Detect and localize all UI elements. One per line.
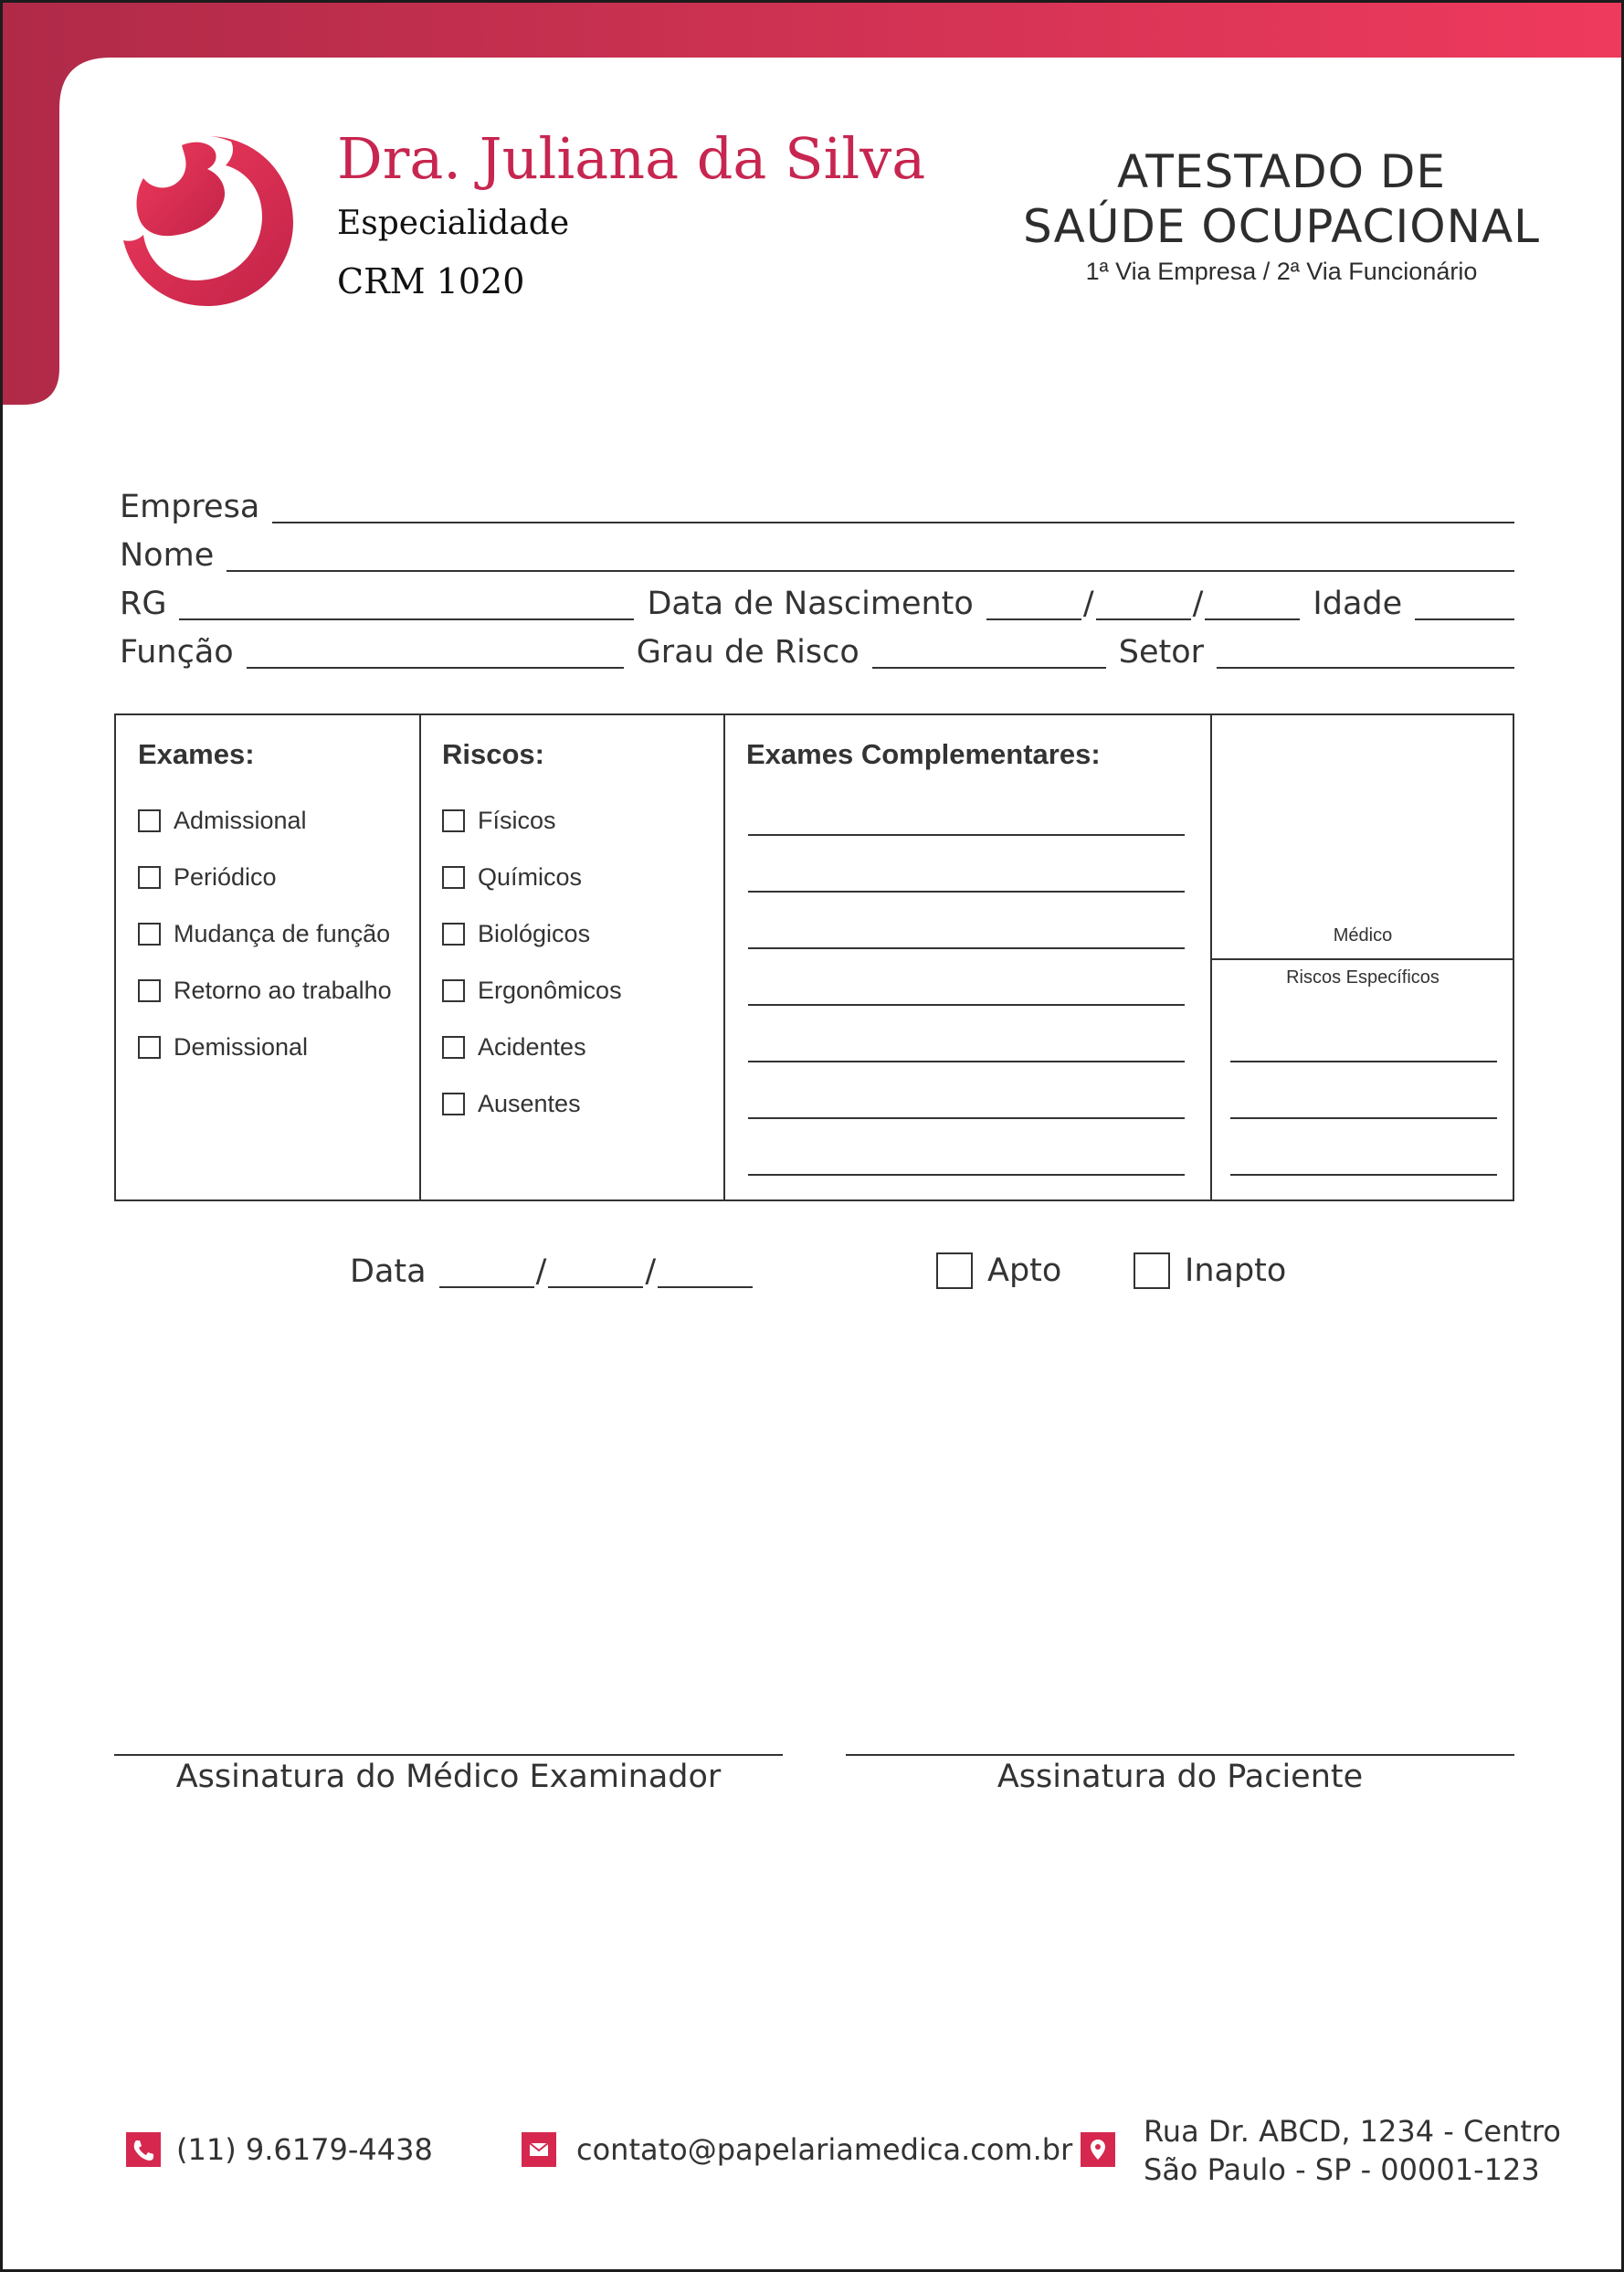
checkbox-label: Mudança de função [174,920,391,947]
stomach-icon [120,132,295,308]
medico-label: Médico [1333,925,1393,946]
date-separator: / [645,1253,657,1290]
inapto-label: Inapto [1185,1252,1287,1289]
date-separator: / [1082,586,1094,622]
nascimento-label: Data de Nascimento [647,586,974,622]
empresa-label: Empresa [120,489,260,525]
mail-icon [522,2132,556,2167]
funcao-label: Função [120,634,234,671]
complementar-line[interactable] [748,1117,1185,1119]
checkbox[interactable] [442,1093,465,1115]
checkbox[interactable] [138,866,161,889]
exames-heading: Exames: [138,738,255,770]
exame-mudanca-funcao[interactable] [138,920,390,948]
nascimento-year-field[interactable] [1205,618,1300,620]
title-line-1: ATESTADO DE [1117,145,1446,198]
nome-field[interactable] [227,569,1514,572]
doctor-crm: CRM 1020 [337,261,525,301]
address-line-2: São Paulo - SP - 00001-123 [1144,2152,1540,2187]
data-label: Data [350,1253,427,1290]
nome-label: Nome [120,537,215,574]
complementar-line[interactable] [748,1174,1185,1176]
risco-acidentes[interactable] [442,1033,586,1062]
exam-date-row [350,1250,753,1292]
exame-retorno-trabalho[interactable] [138,977,392,1005]
complementares-heading: Exames Complementares: [746,738,1101,770]
field-row-empresa [120,487,1514,527]
rg-label: RG [120,586,167,622]
setor-label: Setor [1118,634,1205,671]
setor-field[interactable] [1217,666,1514,669]
title-subtitle: 1ª Via Empresa / 2ª Via Funcionário [1085,258,1478,285]
riscos-especificos-label: Riscos Específicos [1286,967,1439,988]
column-divider [1210,715,1212,1199]
risco-quimicos[interactable] [442,863,582,892]
date-separator: / [1192,586,1204,622]
checkbox[interactable] [138,979,161,1002]
medico-signature-label: Assinatura do Médico Examinador [175,1759,722,1795]
riscos-heading: Riscos: [442,738,544,770]
risco-especifico-line[interactable] [1230,1061,1497,1062]
checkbox[interactable] [442,979,465,1002]
document-title [1007,144,1555,286]
empresa-field[interactable] [272,521,1514,523]
phone-icon [126,2132,161,2167]
checkbox-label: Ausentes [478,1090,581,1117]
checkbox[interactable] [138,809,161,832]
doctor-specialty: Especialidade [337,205,570,242]
inapto-option[interactable] [1134,1252,1286,1289]
email-address: contato@papelariamedica.com.br [576,2132,1073,2167]
map-pin-icon [1081,2132,1115,2167]
nascimento-month-field[interactable] [1096,618,1191,620]
risco-fisicos[interactable] [442,807,556,835]
idade-field[interactable] [1415,618,1514,620]
complementar-line[interactable] [748,947,1185,949]
checkbox[interactable] [442,809,465,832]
checkbox-label: Biológicos [478,920,591,947]
exame-demissional[interactable] [138,1033,308,1062]
nascimento-day-field[interactable] [986,618,1081,620]
field-row-nome [120,535,1514,576]
column-divider [419,715,421,1199]
field-row-rg [120,584,1514,624]
medico-signature-line[interactable] [114,1754,783,1756]
medico-divider [1210,958,1513,960]
checkbox[interactable] [936,1252,973,1289]
date-separator: / [535,1253,547,1290]
checkbox-label: Físicos [478,807,556,834]
column-divider [723,715,725,1199]
checkbox-label: Retorno ao trabalho [174,977,392,1004]
paciente-signature-label: Assinatura do Paciente [997,1759,1364,1795]
risco-especifico-line[interactable] [1230,1117,1497,1119]
risco-ergonomicos[interactable] [442,977,622,1005]
doctor-name: Dra. Juliana da Silva [337,125,926,192]
risco-especifico-line[interactable] [1230,1174,1497,1176]
funcao-field[interactable] [247,666,624,669]
apto-label: Apto [987,1252,1062,1289]
risco-biologicos[interactable] [442,920,590,948]
exam-grid [114,713,1514,1201]
exam-date-year-field[interactable] [658,1285,753,1288]
complementar-line[interactable] [748,834,1185,836]
rg-field[interactable] [179,618,634,620]
phone-number: (11) 9.6179-4438 [176,2132,433,2167]
checkbox[interactable] [138,1036,161,1059]
checkbox[interactable] [442,866,465,889]
complementar-line[interactable] [748,1004,1185,1006]
idade-label: Idade [1313,586,1403,622]
checkbox[interactable] [442,1036,465,1059]
exam-date-day-field[interactable] [439,1285,534,1288]
checkbox-label: Químicos [478,863,583,891]
checkbox-label: Acidentes [478,1033,586,1061]
address-line-1: Rua Dr. ABCD, 1234 - Centro [1144,2114,1561,2149]
checkbox[interactable] [1134,1252,1170,1289]
complementar-line[interactable] [748,1061,1185,1062]
checkbox-label: Admissional [174,807,307,834]
grau-risco-field[interactable] [872,666,1106,669]
exame-periodico[interactable] [138,863,277,892]
grau-risco-label: Grau de Risco [636,634,859,671]
exam-date-month-field[interactable] [548,1285,643,1288]
title-line-2: SAÚDE OCUPACIONAL [1022,200,1541,253]
checkbox-label: Demissional [174,1033,309,1061]
field-row-funcao [120,632,1514,672]
checkbox[interactable] [138,923,161,946]
checkbox-label: Periódico [174,863,277,891]
checkbox[interactable] [442,923,465,946]
checkbox-label: Ergonômicos [478,977,622,1004]
paciente-signature-line[interactable] [846,1754,1514,1756]
apto-option[interactable] [936,1252,1061,1289]
exame-admissional[interactable] [138,807,307,835]
risco-ausentes[interactable] [442,1090,581,1118]
complementar-line[interactable] [748,891,1185,893]
